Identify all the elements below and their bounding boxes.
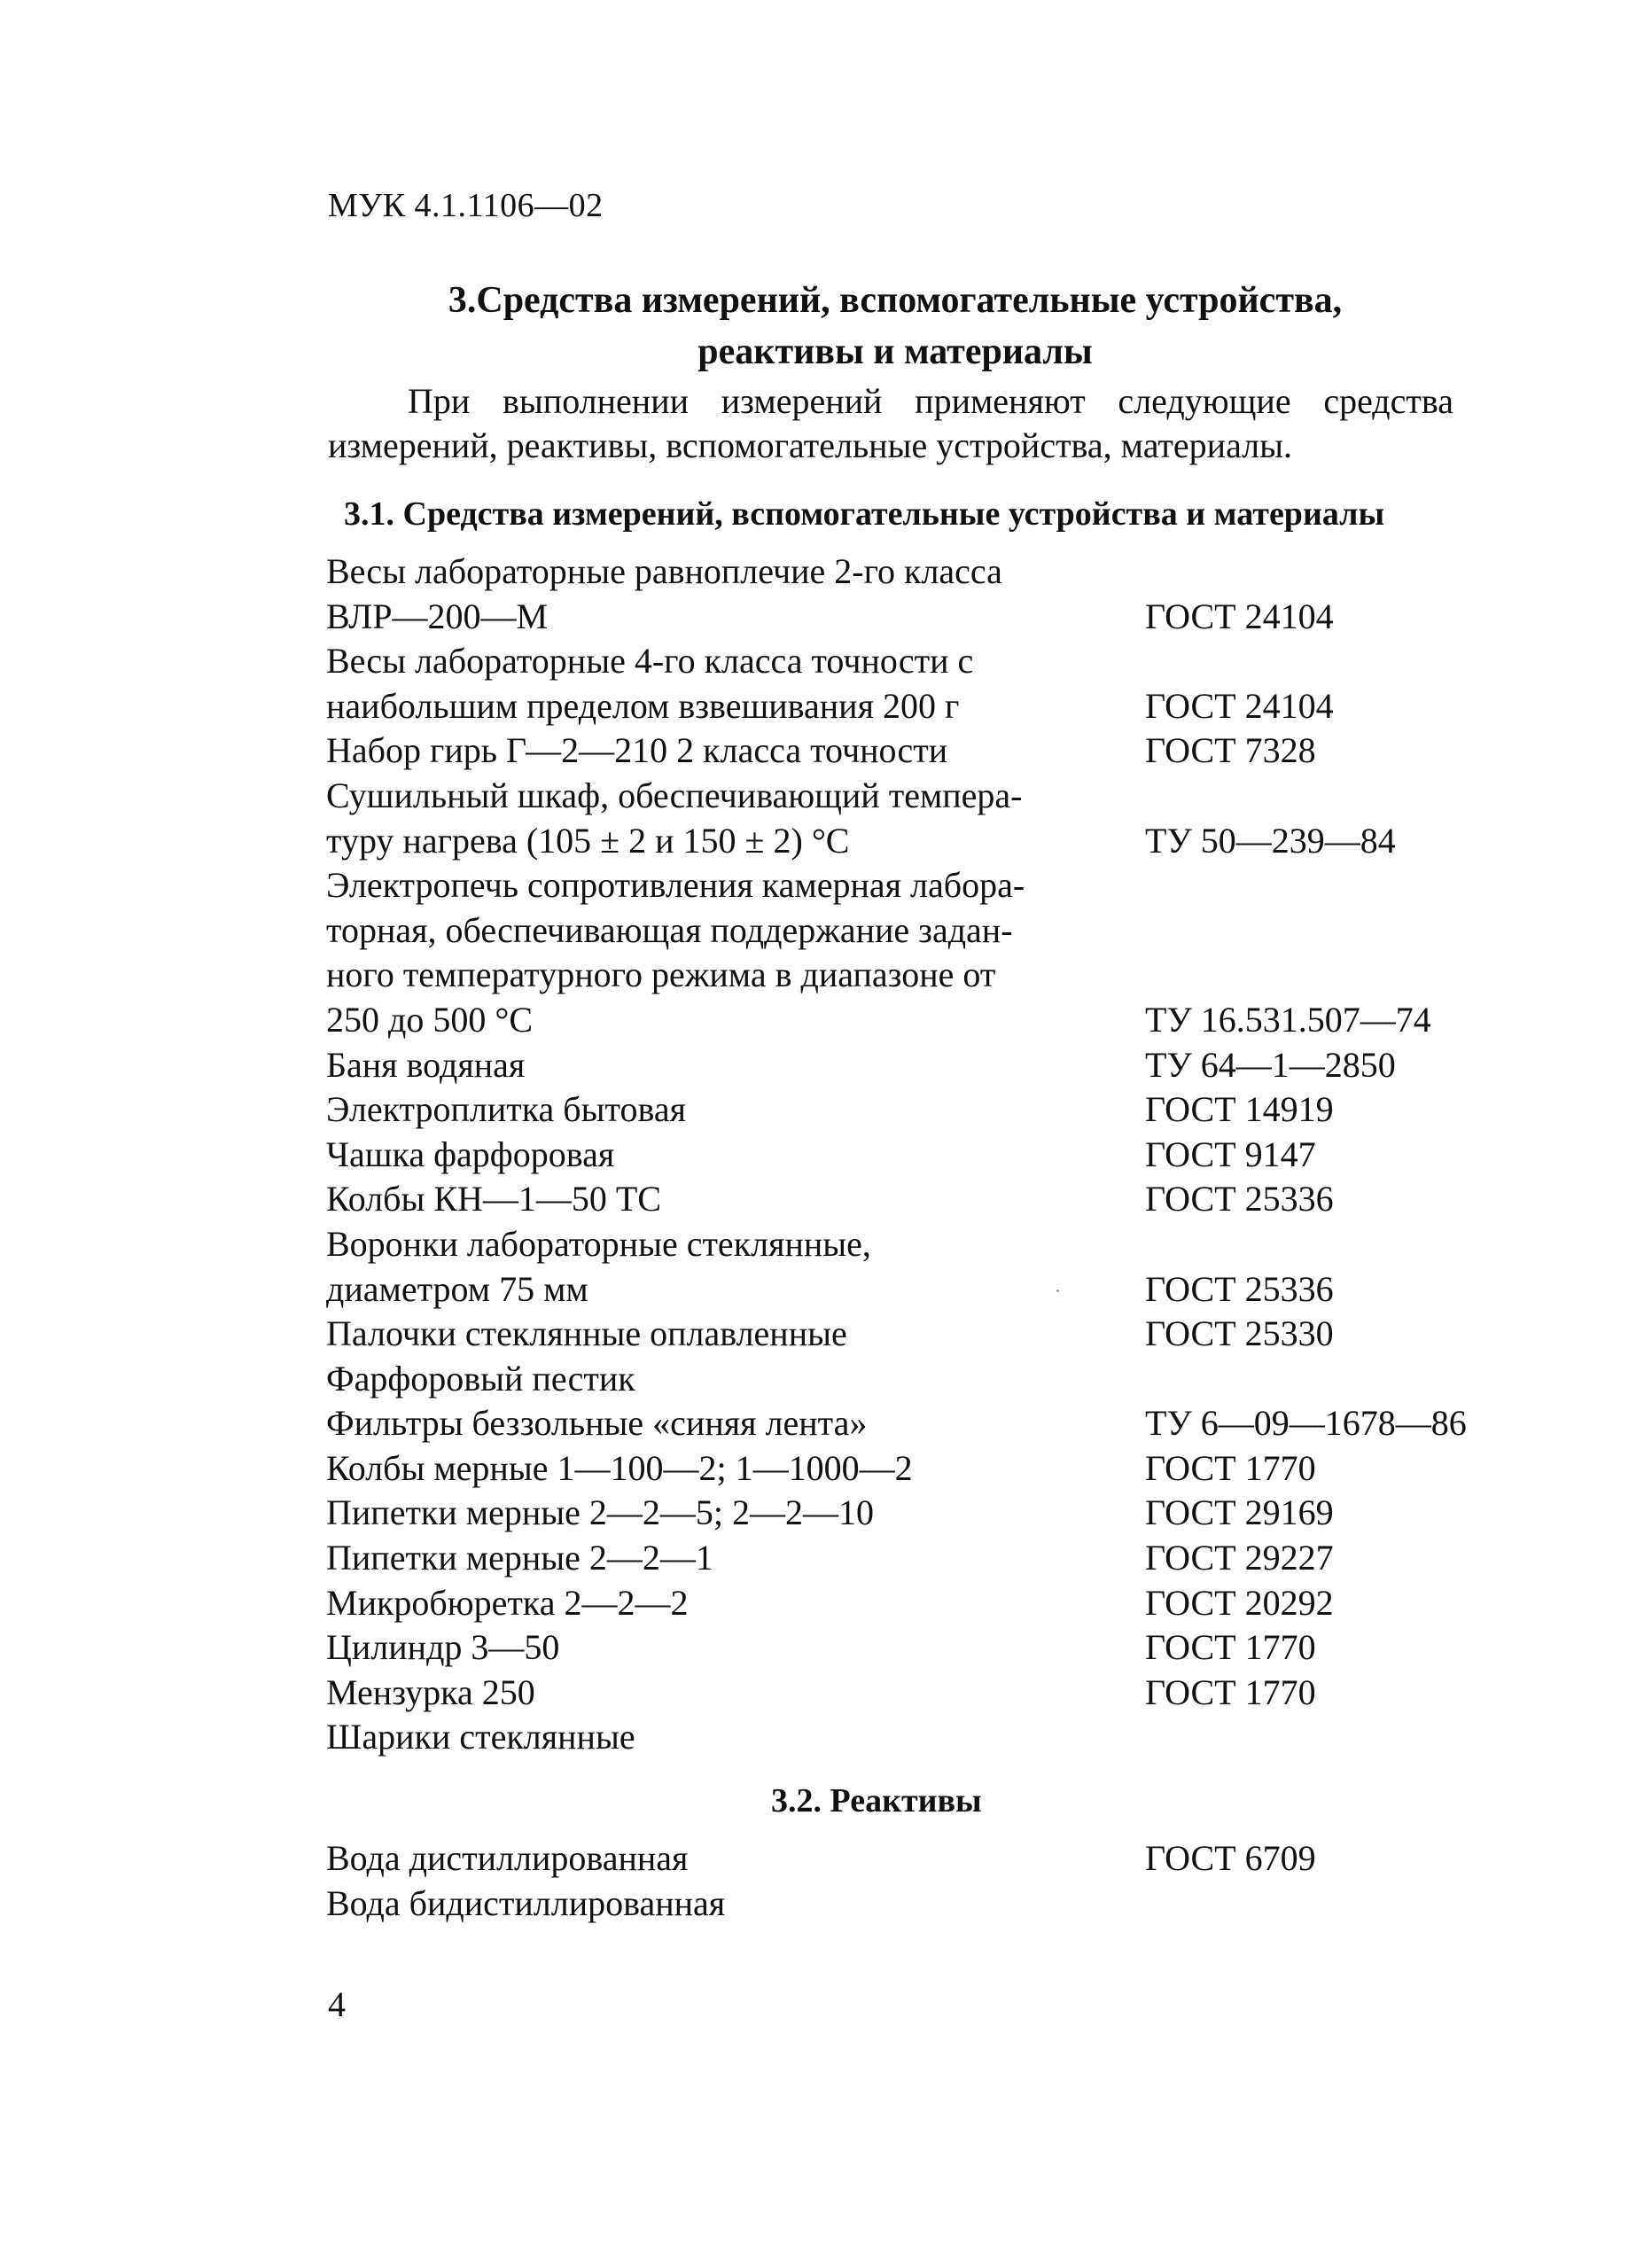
item-name-line: Электропечь сопротивления камерная лабора- [326, 865, 1025, 906]
section-3-1-title: 3.1. Средства измерений, вспомогательные устройства и материалы [344, 495, 1385, 533]
list-item [326, 1536, 1496, 1581]
item-standard: ТУ 16.531.507—74 [1145, 999, 1431, 1040]
list-item [326, 1625, 1496, 1671]
item-name [326, 549, 1145, 639]
item-name [326, 1446, 1145, 1492]
intro-line-1: При выполнении измерений применяют следующие средства [408, 381, 1453, 421]
item-standard: ГОСТ 24104 [1145, 596, 1334, 636]
item-standard: ГОСТ 29169 [1145, 1492, 1334, 1533]
list-item [326, 1043, 1496, 1088]
item-name [326, 1177, 1145, 1222]
intro-line-2: измерений, реактивы, вспомогательные устройства, материалы. [328, 425, 1293, 465]
item-name-line: Цилиндр 3—50 [326, 1627, 560, 1668]
list-item [326, 1581, 1496, 1626]
item-name-line: Электроплитка бытовая [326, 1089, 686, 1130]
item-standard: ГОСТ 14919 [1145, 1089, 1334, 1130]
item-name-line: Весы лабораторные равноплечие 2-го класса [326, 551, 1002, 591]
item-name [326, 1401, 1145, 1446]
item-standard: ГОСТ 25330 [1145, 1313, 1334, 1354]
item-name-line: Мензурка 250 [326, 1671, 535, 1712]
item-name-line: Палочки стеклянные оплавленные [326, 1313, 847, 1354]
item-name-line: Баня водяная [326, 1044, 526, 1085]
item-name [326, 1133, 1145, 1178]
item-standard: ГОСТ 1770 [1145, 1447, 1316, 1488]
item-name-line: Сушильный шкаф, обеспечивающий темпера- [326, 775, 1023, 815]
item-name [326, 863, 1145, 1042]
list-item [326, 1715, 1496, 1760]
item-name-line: Фильтры беззольные «синяя лента» [326, 1403, 868, 1444]
item-name [326, 1581, 1145, 1626]
item-name-line: Колбы КН—1—50 ТС [326, 1179, 662, 1219]
item-name [326, 1491, 1145, 1536]
item-name [326, 1715, 1145, 1760]
section-3-title [319, 275, 1471, 378]
item-name-line: ВЛР—200—М [326, 596, 549, 636]
item-name-line: Пипетки мерные 2—2—1 [326, 1538, 713, 1578]
item-name [326, 774, 1145, 863]
item-standard: ТУ 64—1—2850 [1145, 1044, 1396, 1085]
item-name-line: диаметром 75 мм [326, 1268, 588, 1309]
item-name [326, 1043, 1145, 1088]
reagents-list [326, 1836, 1496, 1926]
scan-speck [1056, 1290, 1059, 1292]
section-3-title-line-2: реактивы и материалы [697, 331, 1093, 372]
item-standard: ГОСТ 7328 [1145, 730, 1316, 771]
item-name-line: 250 до 500 °С [326, 999, 534, 1040]
item-name-line: наибольшим пределом взвешивания 200 г [326, 685, 960, 726]
item-standard: ГОСТ 1770 [1145, 1627, 1316, 1668]
item-name [326, 1536, 1145, 1581]
item-standard: ГОСТ 20292 [1145, 1582, 1334, 1623]
item-name-line: Фарфоровый пестик [326, 1358, 635, 1399]
list-item [326, 1446, 1496, 1492]
list-item [326, 1491, 1496, 1536]
item-name [326, 729, 1145, 774]
item-name-line: ного температурного режима в диапазоне от [326, 954, 996, 995]
list-item [326, 1836, 1496, 1882]
list-item [326, 863, 1496, 1042]
list-item [326, 1671, 1496, 1716]
item-standard: ГОСТ 29227 [1145, 1538, 1334, 1578]
item-name-line: Набор гирь Г—2—210 2 класса точности [326, 730, 948, 771]
list-item [326, 1882, 1496, 1927]
list-item [326, 729, 1496, 774]
item-name [326, 1882, 1145, 1927]
item-name-line: Весы лабораторные 4-го класса точности с [326, 641, 974, 682]
item-standard: ГОСТ 1770 [1145, 1671, 1316, 1712]
item-name-line: Пипетки мерные 2—2—5; 2—2—10 [326, 1492, 874, 1533]
list-item [326, 1087, 1496, 1133]
page-number: 4 [328, 1984, 346, 2024]
section-3-title-line-1: 3.Средства измерений, вспомогательные устройства, [448, 280, 1343, 321]
item-name [326, 1357, 1145, 1402]
document-code: МУК 4.1.1106—02 [328, 187, 604, 224]
item-name [326, 1222, 1145, 1312]
item-name [326, 1671, 1145, 1716]
list-item [326, 639, 1496, 729]
item-name-line: Вода бидистиллированная [326, 1882, 726, 1923]
list-item [326, 774, 1496, 863]
section-3-intro [328, 379, 1453, 468]
item-name [326, 639, 1145, 729]
item-name-line: Микробюретка 2—2—2 [326, 1582, 689, 1623]
item-name [326, 1312, 1145, 1357]
item-name-line: Воронки лабораторные стеклянные, [326, 1223, 871, 1264]
item-standard: ТУ 50—239—84 [1145, 820, 1396, 861]
item-name-line: Шарики стеклянные [326, 1717, 635, 1757]
item-standard: ГОСТ 9147 [1145, 1134, 1316, 1174]
section-3-2-title: 3.2. Реактивы [771, 1782, 982, 1819]
item-standard: ГОСТ 6709 [1145, 1838, 1316, 1878]
list-item [326, 1401, 1496, 1446]
list-item [326, 1177, 1496, 1222]
list-item [326, 549, 1496, 639]
list-item [326, 1312, 1496, 1357]
item-name-line: торная, обеспечивающая поддержание задан- [326, 909, 1013, 950]
item-name-line: Вода дистиллированная [326, 1838, 689, 1878]
item-name-line: Чашка фарфоровая [326, 1134, 615, 1174]
item-name-line: туру нагрева (105 ± 2 и 150 ± 2) °С [326, 820, 850, 861]
item-standard: ГОСТ 25336 [1145, 1268, 1334, 1309]
equipment-list [326, 549, 1496, 1760]
item-standard: ГОСТ 24104 [1145, 685, 1334, 726]
list-item [326, 1133, 1496, 1178]
list-item [326, 1357, 1496, 1402]
item-name [326, 1625, 1145, 1671]
item-name-line: Колбы мерные 1—100—2; 1—1000—2 [326, 1447, 913, 1488]
item-name [326, 1087, 1145, 1133]
item-name [326, 1836, 1145, 1882]
item-standard: ТУ 6—09—1678—86 [1145, 1403, 1467, 1444]
item-standard: ГОСТ 25336 [1145, 1179, 1334, 1219]
list-item [326, 1222, 1496, 1312]
